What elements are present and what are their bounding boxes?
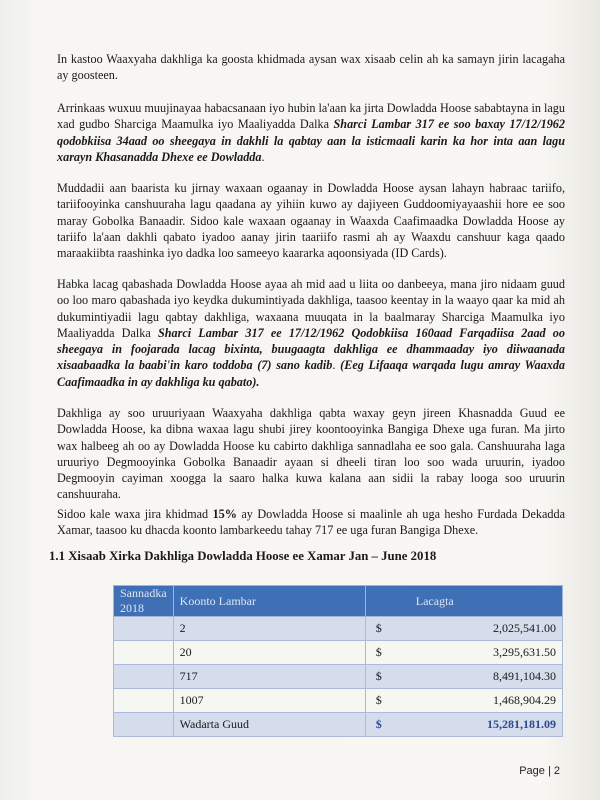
total-empty <box>114 713 174 737</box>
row-year <box>114 617 174 641</box>
law-citation-317-34: Sharci Lambar 317 ee soo baxay 17/12/1962 qodobkiisa 34aad oo sheegaya in dakhli la qabtay aan la isticmaali karin ka hor inta aan lagu xarayn Khasanadda Dhexe ee Dowladda <box>57 117 565 164</box>
annex-reference: (Eeg Lifaaqa warqada lugu amray Waaxda Caafimaadka in ay dakhliga ku qabato). <box>57 358 566 389</box>
row-account: 2 <box>173 617 365 641</box>
law-citation-317-160: Sharci Lambar 317 ee 17/12/1962 Qodobkiisa 160aad Farqadiisa 2aad oo sheegaya in foojarada lacag bixinta, buugaagta dakhliga ee dhammaaday iyo diiwaanada xisaabaadka la baabi'in karo toddoba (7) sano kadib <box>57 325 565 373</box>
paragraph-2-end: . <box>261 149 265 164</box>
table-total-row <box>114 713 563 737</box>
table-row <box>114 665 563 689</box>
currency-symbol: $ <box>375 621 382 635</box>
row-year <box>114 665 174 689</box>
row-year <box>114 689 174 713</box>
total-amount-value: 15,281,181.09 <box>487 717 556 731</box>
total-label: Wadarta Guud <box>173 713 365 737</box>
fee-percentage: 15% <box>212 507 237 521</box>
paragraph-5-text: Dakhliga ay soo uruuriyaan Waaxyaha dakhliga qabta waxay geyn jireen Khasnadda Guud ee Dowladda Hoose, ka dibna waxaa lagu shubi jirey koontooyinka Bangiga Dhexe uga furan. Ma jirto wax halbeeg ah oo ay Dowladda Hoose ku cabirto dakhliga sannadlaha ee soo gala. Canshuuraha laga uruuriyo Degmooyinka Gobolka Banaadir ayaan si dheeli tiran loo soo wada uruurin, iyadoo Degmooyin cayiman xoogga la saaro halka kuwa kalana aan sidii la rabay looga soo uruurin canshuuraha. <box>57 406 565 502</box>
paragraph-1 <box>57 51 565 84</box>
amount-value: 2,025,541.00 <box>493 621 556 635</box>
paragraph-4-sep: . <box>332 358 341 373</box>
table-row <box>114 617 563 641</box>
section-title: 1.1 Xisaab Xirka Dakhliga Dowladda Hoose ee Xamar Jan – June 2018 <box>49 549 437 563</box>
paragraph-6-text: Sidoo kale waxa jira khidmad <box>57 507 213 521</box>
row-amount <box>365 665 562 689</box>
header-account: Koonto Lambar <box>173 586 365 617</box>
row-account: 1007 <box>173 689 365 713</box>
paragraph-4-text: Habka lacag qabashada Dowladda Hoose ayaa ah mid aad u liita oo danbeeya, mana jiro nidaam guud oo loo maro qabashada iyo keydka dukumintiyada dakhliga, taasoo keentay in la waayo qaar ka mid ah dukumintiyadii lagu qabtay dakhliga, waxaana muuqata in la baalmaray Sharciga Maamulka iyo Maaliyadda Dalka <box>57 277 565 340</box>
header-year: Sannadka 2018 <box>114 586 174 617</box>
paragraph-2-text: Arrinkaas wuxuu muujinayaa habacsanaan iyo hubin la'aan ka jirta Dowladda Hoose sababtayna in lagu xad gudbo Sharciga Maamulka iyo Maaliyadda Dalka <box>57 101 565 132</box>
row-account: 717 <box>173 665 365 689</box>
paragraph-3 <box>57 180 565 261</box>
row-year <box>114 641 174 665</box>
currency-symbol: $ <box>375 693 382 707</box>
row-amount <box>365 641 562 665</box>
table-row <box>114 689 563 713</box>
row-amount <box>365 689 562 713</box>
paragraph-4 <box>57 276 565 390</box>
header-amount: Lacagta <box>365 586 562 617</box>
table-header-row <box>114 586 563 617</box>
currency-symbol: $ <box>375 717 382 731</box>
table-row <box>114 641 563 665</box>
amount-value: 8,491,104.30 <box>493 669 556 683</box>
page-number: Page | 2 <box>519 765 560 777</box>
row-amount <box>365 617 562 641</box>
currency-symbol: $ <box>375 645 382 659</box>
amount-value: 3,295,631.50 <box>493 645 556 659</box>
total-amount <box>365 713 562 737</box>
row-account: 20 <box>173 641 365 665</box>
paragraph-2 <box>57 100 565 165</box>
currency-symbol: $ <box>375 669 382 683</box>
paragraph-3-text: Muddadii aan baarista ku jirnay waxaan ogaanay in Dowladda Hoose aysan lahayn habraac tariifo, tariifooyinka canshuuraha lagu qaadana ay yihiin kuwo ay dajiyeen Guddoomiyayaashii hore ee soo maray Gobolka Banaadir. Sidoo kale waxaan ogaanay in Waaxda Caafimaadka Dowladda Hoose ay tariifo la'aan dakhli qabato iyadoo aanay jirin taariifo rasmi ah ay Waaxdu canshuur kaga qaado maraakiibta raashinka iyo dadka loo sameeyo kaararka aqoonsiyada (ID Cards). <box>57 181 565 261</box>
amount-value: 1,468,904.29 <box>493 693 556 707</box>
revenue-table <box>113 585 563 737</box>
paragraph-1-text: In kastoo Waaxyaha dakhliga ka goosta khidmada aysan wax xisaab celin ah ka samayn jirin lacagaha ay goosteen. <box>57 52 565 83</box>
paragraph-6-end: ay Dowladda Hoose si maalinle ah uga hesho Furdada Dekadda Xamar, taasoo ku dhacda koonto lambarkeedu tahay 717 ee uga furan Bangiga Dhexe. <box>57 507 565 538</box>
paragraph-6 <box>57 506 565 539</box>
paragraph-5 <box>57 405 565 503</box>
